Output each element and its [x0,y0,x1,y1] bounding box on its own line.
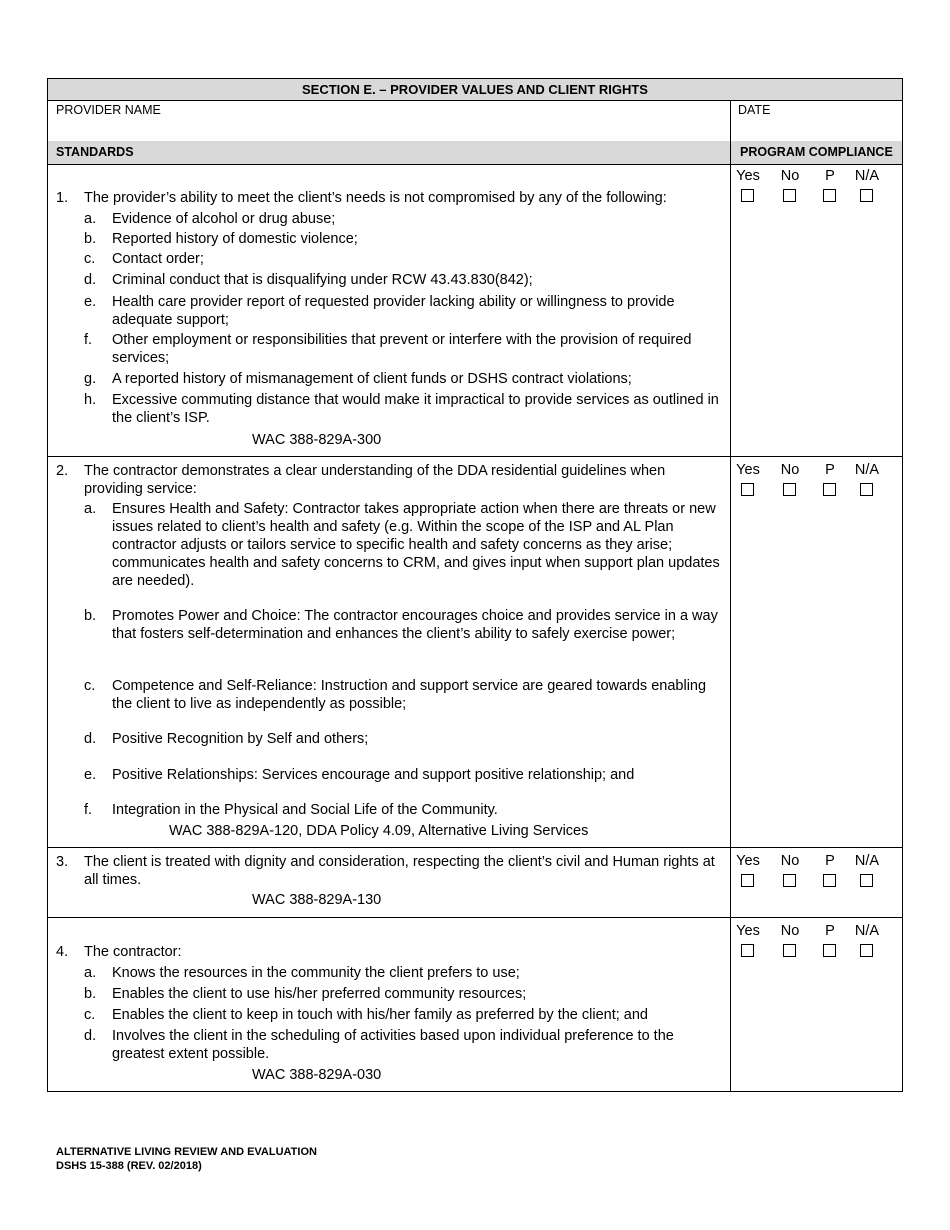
compliance-label-no: No [780,168,800,184]
checkbox-na[interactable] [860,483,873,496]
sub-item-letter: e. [84,294,97,310]
item-text: The client is treated with dignity and consideration, respecting the client’s civil and Human rights at all times. [84,854,715,888]
sub-item-letter: f. [84,802,93,818]
checkbox-p[interactable] [823,874,836,887]
sub-item-text: Promotes Power and Choice: The contractor encourages choice and provides service in a way that fosters self-determination and enhances the client’s ability to safely exercise power; [112,608,718,642]
sub-item-letter: f. [84,332,93,348]
sub-item-text: Excessive commuting distance that would make it impractical to provide services as outlined in the client’s ISP. [112,392,719,426]
sub-item-letter: b. [84,608,97,624]
sub-item-letter: g. [84,371,97,387]
wac-reference: WAC 388-829A-130 [252,892,382,908]
sub-item-letter: b. [84,986,97,1002]
sub-item-text: Positive Recognition by Self and others; [112,731,369,747]
sub-item-text: Enables the client to keep in touch with his/her family as preferred by the client; and [112,1007,648,1023]
sub-item-text: A reported history of mismanagement of client funds or DSHS contract violations; [112,371,632,387]
standards-label: STANDARDS [56,145,134,159]
checkbox-no[interactable] [783,483,796,496]
compliance-label-na: N/A [854,462,880,478]
section-e-form [47,78,903,1092]
item-number: 3. [56,854,69,870]
sub-item-text: Health care provider report of requested provider lacking ability or willingness to provide adequate support; [112,294,675,328]
checkbox-p[interactable] [823,944,836,957]
item-text: The provider’s ability to meet the client’s needs is not compromised by any of the following: [84,190,667,206]
sub-item-letter: a. [84,211,97,227]
compliance-label-no: No [780,923,800,939]
checkbox-na[interactable] [860,944,873,957]
sub-item-letter: h. [84,392,97,408]
item-text: The contractor: [84,944,182,960]
item-number: 2. [56,463,69,479]
compliance-label-no: No [780,853,800,869]
sub-item-text: Knows the resources in the community the client prefers to use; [112,965,520,981]
checkbox-na[interactable] [860,874,873,887]
divider [48,164,902,165]
checkbox-no[interactable] [783,189,796,202]
row-divider [48,847,902,848]
sub-item-letter: a. [84,965,97,981]
checkbox-no[interactable] [783,944,796,957]
checkbox-no[interactable] [783,874,796,887]
footer-form-number: DSHS 15-388 (REV. 02/2018) [56,1160,202,1172]
checkbox-yes[interactable] [741,874,754,887]
sub-item-text: Ensures Health and Safety: Contractor takes appropriate action when there are threats or new issues related to client’s health and safety (e.g. Within the scope of the ISP and AL Plan contractor adjusts or tailors service to specific health and safety concerns as they arise; communicates health and safety concerns to CRM, and gives input when support plan updates are needed). [112,501,720,589]
divider [730,100,731,141]
compliance-label-p: P [825,168,835,184]
compliance-label-yes: Yes [736,853,760,869]
sub-item-letter: d. [84,1028,97,1044]
sub-item-text: Competence and Self-Reliance: Instruction and support service are geared towards enabling the client to live as independently as possible; [112,678,707,712]
sub-item-text: Reported history of domestic violence; [112,231,358,247]
item-number: 1. [56,190,69,206]
sub-item-text: Involves the client in the scheduling of activities based upon individual preference to the greatest extent possible. [112,1028,674,1062]
compliance-label-no: No [780,462,800,478]
compliance-label-p: P [825,923,835,939]
sub-item-text: Positive Relationships: Services encourage and support positive relationship; and [112,767,635,783]
checkbox-yes[interactable] [741,944,754,957]
divider [48,100,902,101]
wac-reference: WAC 388-829A-120, DDA Policy 4.09, Alternative Living Services [169,823,589,839]
standards-header-bg [48,141,730,164]
checkbox-p[interactable] [823,189,836,202]
sub-item-letter: e. [84,767,97,783]
sub-item-letter: b. [84,231,97,247]
date-label: DATE [738,103,771,117]
footer-form-title: ALTERNATIVE LIVING REVIEW AND EVALUATION [56,1146,317,1158]
sub-item-text: Evidence of alcohol or drug abuse; [112,211,336,227]
item-number: 4. [56,944,69,960]
compliance-label-yes: Yes [736,462,760,478]
sub-item-letter: d. [84,272,97,288]
compliance-label-na: N/A [854,853,880,869]
sub-item-letter: d. [84,731,97,747]
sub-item-text: Other employment or responsibilities that prevent or interfere with the provision of required services; [112,332,692,366]
program-compliance-label: PROGRAM COMPLIANCE [740,145,893,159]
checkbox-na[interactable] [860,189,873,202]
row-divider [48,456,902,457]
sub-item-text: Enables the client to use his/her preferred community resources; [112,986,527,1002]
sub-item-letter: c. [84,678,96,694]
provider-name-label: PROVIDER NAME [56,103,161,117]
row-divider [48,917,902,918]
sub-item-text: Contact order; [112,251,204,267]
checkbox-p[interactable] [823,483,836,496]
compliance-label-na: N/A [854,168,880,184]
column-divider [730,141,731,1091]
compliance-label-yes: Yes [736,168,760,184]
compliance-label-p: P [825,462,835,478]
compliance-label-na: N/A [854,923,880,939]
sub-item-letter: c. [84,251,96,267]
section-title: SECTION E. – PROVIDER VALUES AND CLIENT RIGHTS [48,79,902,100]
sub-item-letter: a. [84,501,97,517]
sub-item-text: Integration in the Physical and Social Life of the Community. [112,802,498,818]
wac-reference: WAC 388-829A-030 [252,1067,382,1083]
compliance-label-yes: Yes [736,923,760,939]
sub-item-letter: c. [84,1007,96,1023]
compliance-label-p: P [825,853,835,869]
checkbox-yes[interactable] [741,189,754,202]
sub-item-text: Criminal conduct that is disqualifying under RCW 43.43.830(842); [112,272,533,288]
wac-reference: WAC 388-829A-300 [252,432,382,448]
checkbox-yes[interactable] [741,483,754,496]
item-text: The contractor demonstrates a clear understanding of the DDA residential guidelines when providing service: [84,463,666,497]
